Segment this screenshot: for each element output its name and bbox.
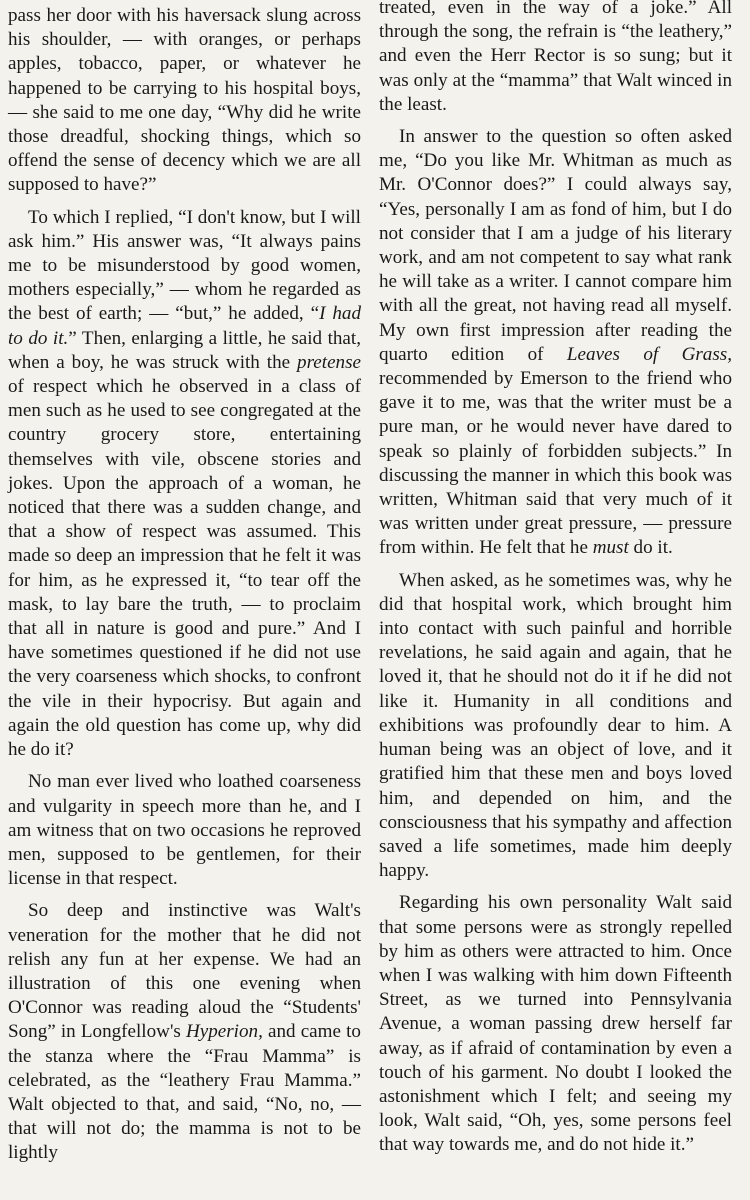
emphasis-hyperion: Hyperion, bbox=[185, 1021, 263, 1043]
emphasis-pretense: pretense bbox=[297, 351, 361, 373]
text-run: So deep and instinctive was Walt's veneration for the mother that he did not relish any fun at her expense. We had an illustration of this one evening when O'Connor was reading aloud the “Students' Song” in Longfellow's bbox=[8, 900, 361, 1043]
paragraph-hospital-work: When asked, as he sometimes was, why he did that hospital work, which brought him into contact with such painful and horrible revelations, he said again and again, that he loved it, that he should not do it if he did not like it. Humanity in all conditions and exhibitions was profoundly dear to him. A human being was an object of love, and it gratified him that these men and boys loved him, and depended on him, and the consciousness that his sympathy and affection saved a life sometimes, made him deeply happy. bbox=[379, 569, 732, 882]
paragraph-joke: treated, even in the way of a joke.” All through the song, the refrain is “the leathery,” and even the Herr Rector is so sung; but it was only at the “mamma” that Walt winced in the least. bbox=[379, 0, 732, 115]
text-run: and came to the stanza where the “Frau Mamma” is celebrated, as the “leathery Frau Mamma.” Walt objected to that, and said, “No, no, — that will not do; the mamma is not to be lightly bbox=[8, 1021, 361, 1164]
paragraph-personality: Regarding his own personality Walt said that some persons were as strongly repelled by him as others were attracted to him. Once when I was walking with him down Fifteenth Street, as we turned into Pennsylvania Avenue, a woman passing drew herself far away, as if afraid of contamination by even a touch of his garment. No doubt I looked the astonishment which I felt; and seeing my look, Walt said, “Oh, yes, some persons feel that way towards me, and do not hide it.” bbox=[379, 892, 732, 1156]
emphasis-must: must bbox=[592, 537, 629, 559]
text-run: In answer to the question so often asked me, “Do you like Mr. Whitman as much as Mr. O'Connor does?” I could always say, “Yes, personally I am as fond of him, but I do not consider that I am a judge of his literary work, and am not competent to say what rank he will take as a writer. I cannot compare him with all the great, not having read all myself. My own first impression after reading the quarto edition of bbox=[379, 126, 732, 365]
text-run: To which I replied, “I don't know, but I will ask him.” His answer was, “It always pains me to be misunderstood by good women, mothers especially,” — whom he regarded as the best of earth; — “but,” he added, “ bbox=[8, 206, 361, 325]
emphasis-had-to-do-it: I had to do it. bbox=[8, 303, 362, 349]
text-run: recommended by Emerson to the friend who gave it to me, was that the writer must be a pure man, or he would never have dared to speak so plainly of forbidden subjects.” In discussing the manner in which this book was written, Whitman said that very much of it was written under great pressure, — pressure from within. He felt that he bbox=[379, 368, 732, 559]
right-column bbox=[379, 0, 732, 1200]
paragraph-haversack: pass her door with his haversack slung across his shoulder, — with oranges, or perhaps apples, tobacco, paper, or whatever he happened to be carrying to his hospital boys, — she said to me one day, “Why did he write those dreadful, shocking things, which so offend the sense of decency which we are all supposed to have?” bbox=[8, 5, 361, 196]
emphasis-leaves-of-grass: Leaves of Grass, bbox=[566, 343, 732, 365]
paragraph-veneration bbox=[8, 899, 361, 1165]
text-run: of respect which he observed in a class of men such as he used to see congregated at the country grocery store, entertaining themselves with vile, obscene stories and jokes. Upon the approach of a woman, he noticed that there was a sudden change, and that a show of respect was assumed. This made so deep an impression that he felt it was for him, as he expressed it, “to tear off the mask, to lay bare the truth, — to proclaim that all in nature is good and pure.” And I have sometimes questioned if he did not use the very coarseness which shocks, to confront the vile in their hypocrisy. But again and again the old question has come up, why did he do it? bbox=[8, 376, 361, 761]
paragraph-reply bbox=[8, 206, 361, 763]
paragraph-coarseness: No man ever lived who loathed coarseness and vulgarity in speech more than he, and I am witness that on two occasions he reproved men, supposed to be gentlemen, for their license in that respect. bbox=[8, 771, 361, 890]
left-column bbox=[8, 4, 361, 1200]
paragraph-question bbox=[379, 125, 732, 561]
text-run: do it. bbox=[628, 537, 673, 559]
text-run: ” Then, enlarging a little, he said that, when a boy, he was struck with the bbox=[8, 327, 361, 373]
